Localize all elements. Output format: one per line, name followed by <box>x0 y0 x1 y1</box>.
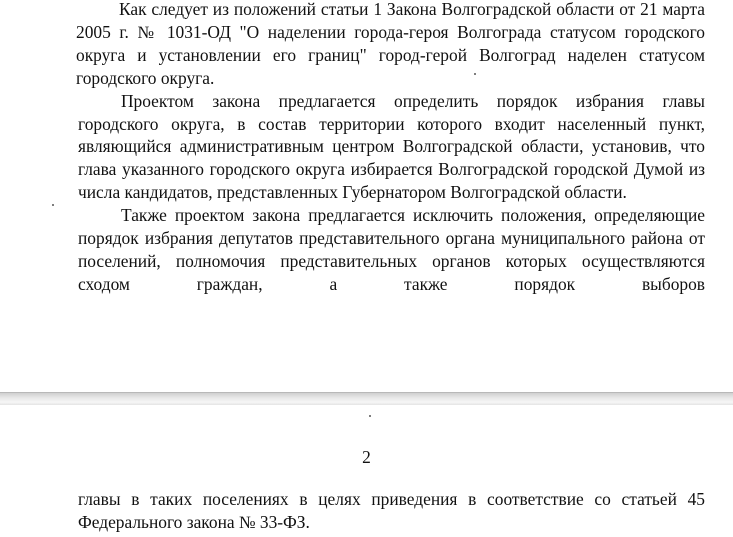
scan-speck <box>474 73 476 75</box>
scan-speck <box>369 415 371 417</box>
paragraph-law-status: Как следует из положений статьи 1 Закона Волгоградской области от 21 марта 2005 г. № 1031-ОД "О наделении города-героя Волгограда статусом городского округа и установлении его границ" город-герой Волгоград наделен статусом городского округа. <box>76 0 705 88</box>
paragraph-continuation: главы в таких поселениях в целях приведения в соответствие со статьей 45 Федерального закона № 33-ФЗ. <box>78 489 705 532</box>
page-number: 2 <box>362 447 371 467</box>
page-2-text <box>78 488 705 534</box>
paragraph-deputies-exclusion: Также проектом закона предлагается исключить положения, определяющие порядок избрания депутатов представительного органа муниципального района от поселений, полномочия представительных органов которых осуществляются сходом граждан, а также порядок выборов <box>78 205 705 294</box>
page-1-text <box>78 0 705 296</box>
scan-speck <box>52 204 54 206</box>
paragraph-head-election: Проектом закона предлагается определить порядок избрания главы городского округа, в состав территории которого входит населенный пункт, являющийся административным центром Волгоградской области, установив, что глава указанного городского округа избирается Волгоградской городской Думой из числа кандидатов, представленных Губернатором Волгоградской области. <box>78 90 705 203</box>
